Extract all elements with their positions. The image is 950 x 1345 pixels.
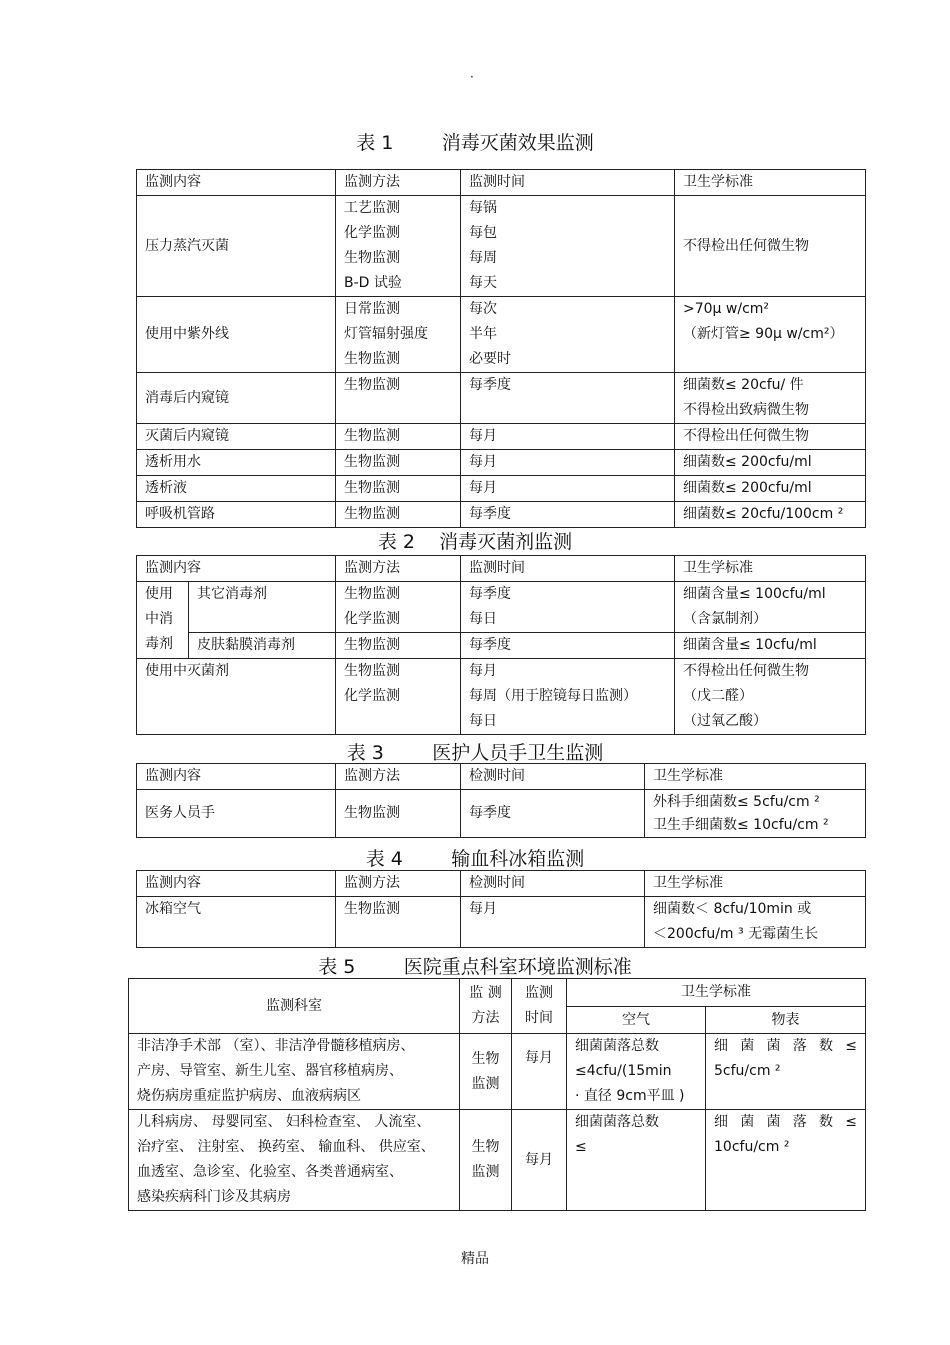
table-cell: 细 菌 菌 落 数 ≤ 10cfu/cm ² [706,1110,866,1211]
table-cell: 非洁净手术部 （室）、非洁净骨髓移植病房、 产房、导管室、新生儿室、器官移植病房、 烧伤病房重症监护病房、血液病病区 [129,1034,460,1110]
table1-title: 表 1 消毒灭菌效果监测 [356,132,594,154]
table1-header: 监测时间 [461,170,675,196]
table2-header: 卫生学标准 [675,556,866,582]
table-cell: 每月 每周（用于腔镜每日监测） 每日 [461,659,675,735]
table-cell: 每月 [461,424,675,450]
table-cell: 儿科病房、 母婴同室、 妇科检查室、 人流室、 治疗室、 注射室、 换药室、 输血科、 供应室、 血透室、急诊室、化验室、各类普通病室、 感染疾病科门诊及其病房 [129,1110,460,1211]
table-cell: 消毒后内窥镜 [137,373,336,424]
table-cell: 生物监测 [336,424,461,450]
table1-header: 卫生学标准 [675,170,866,196]
table-cell: 日常监测 灯管辐射强度 生物监测 [336,297,461,373]
table-cell: 不得检出任何微生物 （戊二醛） （过氧乙酸） [675,659,866,735]
table3-header: 检测时间 [461,764,645,790]
table1-header-row [137,170,866,196]
table-row [137,633,866,659]
table1-header: 监测方法 [336,170,461,196]
table4-title: 表 4 输血科冰箱监测 [365,848,585,870]
table-row [129,1034,866,1110]
table-cell: >70μ w/cm² （新灯管≥ 90μ w/cm²） [675,297,866,373]
table-cell: 压力蒸汽灭菌 [137,196,336,297]
table3-title: 表 3 医护人员手卫生监测 [346,742,604,764]
table2-header: 监测内容 [137,556,336,582]
table-cell: 每次 半年 必要时 [461,297,675,373]
table-cell: 每季度 [461,633,675,659]
table-cell: 生物监测 化学监测 [336,659,461,735]
header-mark: · [470,70,474,84]
table-cell: 细菌菌落总数 ≤4cfu/(15min · 直径 9cm平皿 ) [567,1034,706,1110]
table2-header: 监测时间 [461,556,675,582]
table-cell: 细菌数≤ 200cfu/ml [675,450,866,476]
table3-header: 监测方法 [336,764,461,790]
table-cell: 透析液 [137,476,336,502]
table-cell: 每月 [461,476,675,502]
table5 [128,978,866,1211]
table-cell: 生物 监测 [460,1110,512,1211]
table-row [137,476,866,502]
table-cell: 皮肤黏膜消毒剂 [189,633,336,659]
table2-header-row [137,556,866,582]
table-row [137,450,866,476]
table-cell: 生物监测 化学监测 [336,582,461,633]
table-row [137,790,866,838]
table-cell: 每锅 每包 每周 每天 [461,196,675,297]
table-cell: 每月 [461,450,675,476]
table-cell: 其它消毒剂 [189,582,336,633]
table-cell: 外科手细菌数≤ 5cfu/cm ² 卫生手细菌数≤ 10cfu/cm ² [645,790,866,838]
table-cell: 生物监测 [336,897,461,948]
table-cell: 每季度 [461,790,645,838]
table-row [137,424,866,450]
table2-header: 监测方法 [336,556,461,582]
table5-header: 监测科室 [129,979,460,1034]
table5-header-row [129,979,866,1007]
table4 [136,870,866,948]
table-row [137,196,866,297]
table1-header: 监测内容 [137,170,336,196]
table5-header: 物表 [706,1007,866,1034]
table-cell: 细菌菌落总数 ≤ [567,1110,706,1211]
table4-header: 监测内容 [137,871,336,897]
table-cell: 生物监测 [336,450,461,476]
table-cell: 生物监测 [336,476,461,502]
table5-header: 监 测 方法 [460,979,512,1034]
page-footer: 精品 [461,1251,489,1267]
table-cell: 细菌数≤ 20cfu/100cm ² [675,502,866,528]
table3-header-row [137,764,866,790]
table-cell: 每季度 [461,373,675,424]
table2 [136,555,866,735]
table-cell: 使用中灭菌剂 [137,659,336,735]
table-cell: 使用中紫外线 [137,297,336,373]
table-cell: 每月 [512,1110,567,1211]
table-row [137,373,866,424]
table3-header: 卫生学标准 [645,764,866,790]
table-cell: 不得检出任何微生物 [675,424,866,450]
table-row [137,582,866,633]
table-cell: 呼吸机管路 [137,502,336,528]
table-cell: 工艺监测 化学监测 生物监测 B-D 试验 [336,196,461,297]
table2-title: 表 2 消毒灭菌剂监测 [377,531,573,553]
table-cell: 细 菌 菌 落 数 ≤ 5cfu/cm ² [706,1034,866,1110]
table5-header: 空气 [567,1007,706,1034]
table-cell: 透析用水 [137,450,336,476]
table-cell: 灭菌后内窥镜 [137,424,336,450]
table-cell: 生物监测 [336,373,461,424]
table4-header: 卫生学标准 [645,871,866,897]
table-cell: 生物监测 [336,633,461,659]
table-cell: 细菌数≤ 200cfu/ml [675,476,866,502]
table-row [137,659,866,735]
table3 [136,763,866,838]
table-cell: 医务人员手 [137,790,336,838]
table4-header-row [137,871,866,897]
table-row [137,897,866,948]
table4-header: 检测时间 [461,871,645,897]
table-cell: 每月 [461,897,645,948]
table-cell: 生物监测 [336,790,461,838]
table-row [137,297,866,373]
table-cell: 冰箱空气 [137,897,336,948]
table4-header: 监测方法 [336,871,461,897]
table-cell: 不得检出任何微生物 [675,196,866,297]
table-cell: 每季度 每日 [461,582,675,633]
table-row [129,1110,866,1211]
table-cell: 细菌数＜ 8cfu/10min 或 ＜200cfu/m ³ 无霉菌生长 [645,897,866,948]
table5-title: 表 5 医院重点科室环境监测标准 [318,956,632,978]
table-cell: 细菌数≤ 20cfu/ 件 不得检出致病微生物 [675,373,866,424]
table5-header: 卫生学标准 [567,979,866,1007]
table-row [137,502,866,528]
group-label: 使用 中消 毒剂 [137,582,189,659]
table1 [136,169,866,528]
table5-header: 监测 时间 [512,979,567,1034]
table-cell: 生物 监测 [460,1034,512,1110]
table-cell: 细菌含量≤ 100cfu/ml （含氯制剂） [675,582,866,633]
table-cell: 每月 [512,1034,567,1110]
table-cell: 生物监测 [336,502,461,528]
table-cell: 细菌含量≤ 10cfu/ml [675,633,866,659]
table3-header: 监测内容 [137,764,336,790]
table-cell: 每季度 [461,502,675,528]
